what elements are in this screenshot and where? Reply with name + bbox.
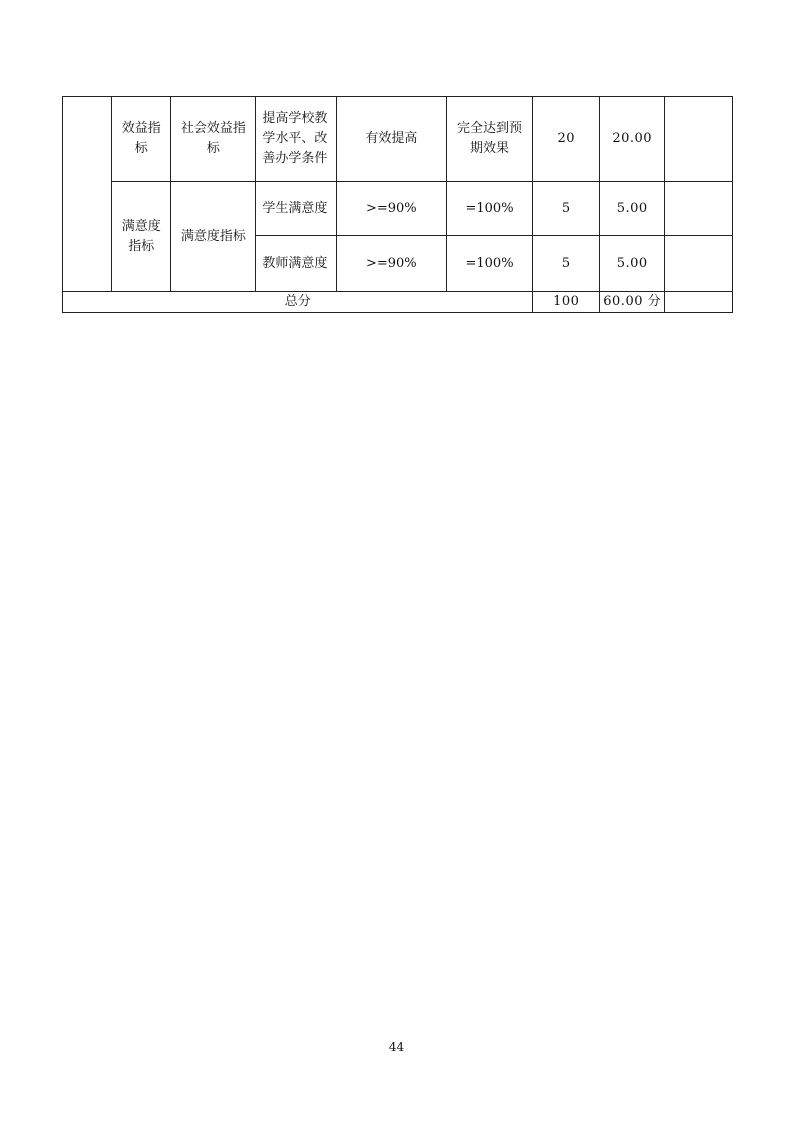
- performance-table: [62, 96, 733, 313]
- weight-cell: 20: [533, 97, 599, 182]
- first-level-cell: [63, 97, 112, 292]
- score-cell: 20.00: [599, 97, 664, 182]
- total-score: 60.00 分: [599, 292, 664, 313]
- target-cell: >=90%: [337, 182, 446, 236]
- total-weight: 100: [533, 292, 599, 313]
- total-remark: [665, 292, 733, 313]
- indicator-cell: 学生满意度: [256, 182, 337, 236]
- level2-cell: 满意度指标: [171, 182, 256, 292]
- score-cell: 5.00: [599, 236, 664, 292]
- weight-cell: 5: [533, 182, 599, 236]
- weight-cell: 5: [533, 236, 599, 292]
- target-cell: 有效提高: [337, 97, 446, 182]
- remark-cell: [665, 236, 733, 292]
- actual-cell: 完全达到预期效果: [446, 97, 533, 182]
- remark-cell: [665, 182, 733, 236]
- table-row: [63, 182, 733, 236]
- indicator-cell: 教师满意度: [256, 236, 337, 292]
- level1-cell: 满意度指标: [112, 182, 171, 292]
- target-cell: >=90%: [337, 236, 446, 292]
- total-label: 总分: [63, 292, 533, 313]
- indicator-cell: 提高学校教学水平、改善办学条件: [256, 97, 337, 182]
- level1-cell: 效益指标: [112, 97, 171, 182]
- table-row: [63, 97, 733, 182]
- actual-cell: =100%: [446, 236, 533, 292]
- actual-cell: =100%: [446, 182, 533, 236]
- remark-cell: [665, 97, 733, 182]
- page-number: 44: [388, 1040, 405, 1054]
- score-cell: 5.00: [599, 182, 664, 236]
- level2-cell: 社会效益指标: [171, 97, 256, 182]
- total-row: [63, 292, 733, 313]
